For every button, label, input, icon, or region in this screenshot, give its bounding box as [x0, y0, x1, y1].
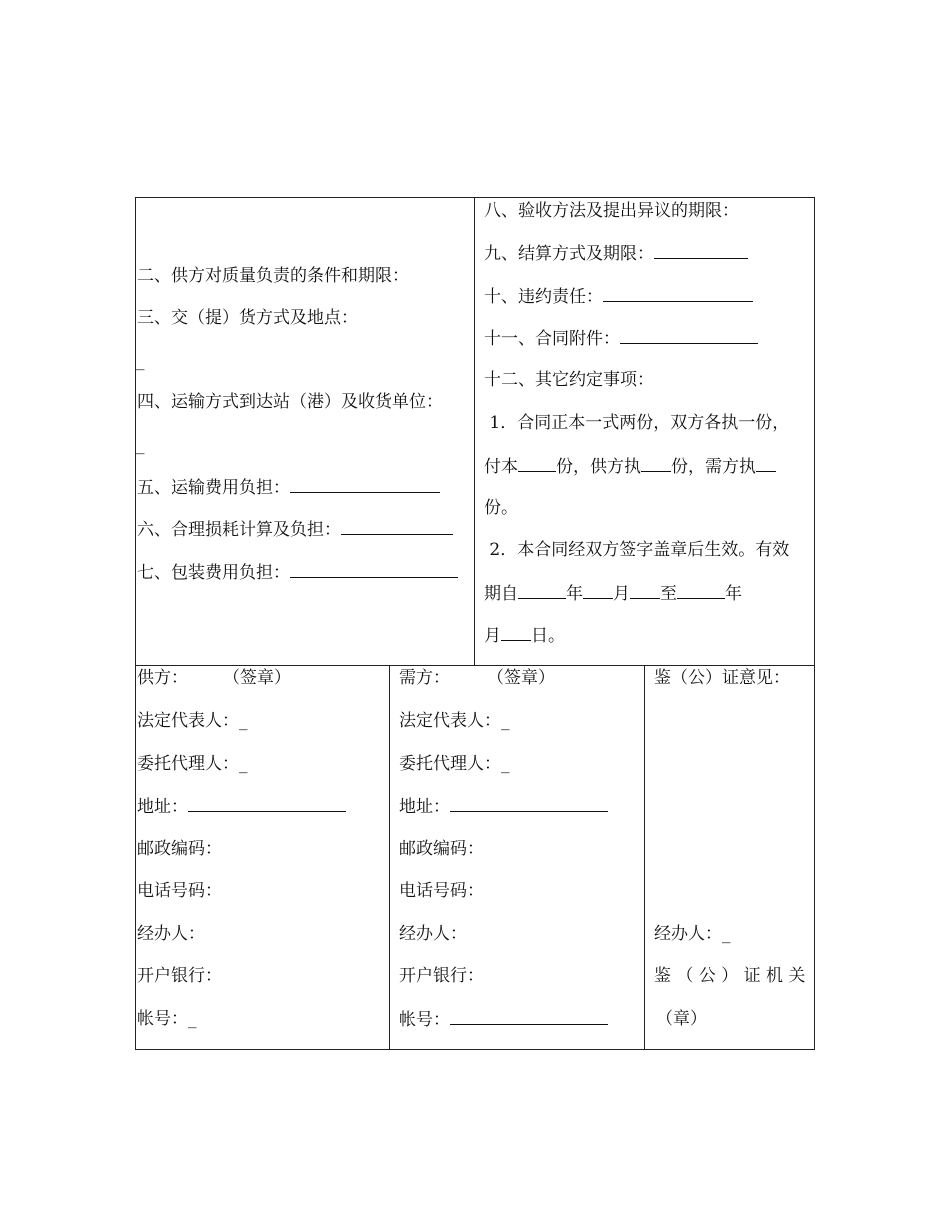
- clause-11: [484, 328, 758, 349]
- clause-6-label: 六、合理损耗计算及负担：: [137, 520, 341, 540]
- supplier-party: 供方：: [137, 668, 188, 688]
- clause-11-label: 十一、合同附件：: [484, 329, 620, 349]
- supplier-rep[interactable]: 法定代表人：_: [137, 711, 248, 731]
- buyer-seal: （签章）: [487, 668, 555, 688]
- buyer-copies-blank[interactable]: [756, 456, 776, 472]
- to-year-blank[interactable]: [677, 583, 725, 599]
- supplier-copies-blank[interactable]: [641, 456, 671, 472]
- buyer-handler: 经办人：: [399, 924, 467, 944]
- notary-seal: （章）: [656, 1009, 707, 1029]
- buyer-postcode: 邮政编码：: [399, 839, 484, 859]
- clause-5-blank[interactable]: [290, 477, 440, 493]
- clause-4: 四、运输方式到达站（港）及收货单位：: [137, 392, 443, 412]
- buyer-address: [399, 796, 608, 817]
- clause-2: 二、供方对质量负责的条件和期限：: [137, 266, 409, 286]
- clause-9: [484, 243, 748, 264]
- month-label: 月: [613, 584, 630, 604]
- clause-5: [137, 477, 440, 498]
- table-border-top: [135, 197, 815, 198]
- table-divider-bottom-1: [389, 665, 390, 1049]
- to-label: 至: [660, 584, 677, 604]
- clause-3: 三、交（提）货方式及地点：: [137, 308, 358, 328]
- buyer-account-label: 帐号：: [399, 1010, 450, 1030]
- supplier-seal: （签章）: [223, 668, 291, 688]
- clause-10-label: 十、违约责任：: [484, 287, 603, 307]
- supplier-address-blank[interactable]: [188, 796, 346, 812]
- supplier-phone: 电话号码：: [137, 881, 222, 901]
- clause-10: [484, 286, 753, 307]
- clause-12: 十二、其它约定事项：: [484, 370, 654, 390]
- clause-6: [137, 519, 453, 540]
- supplier-agent[interactable]: 委托代理人：_: [137, 754, 248, 774]
- clause-12-item-1: 1．合同正本一式两份，双方各执一份，: [484, 413, 790, 433]
- buyer-address-label: 地址：: [399, 797, 450, 817]
- clause-10-blank[interactable]: [603, 286, 753, 302]
- year-label: 年: [725, 584, 742, 604]
- buyer-account-blank[interactable]: [450, 1009, 608, 1025]
- clause-5-label: 五、运输费用负担：: [137, 478, 290, 498]
- table-divider-top: [474, 197, 475, 665]
- from-month-blank[interactable]: [583, 583, 613, 599]
- table-divider: [135, 665, 815, 666]
- notary-opinion: 鉴（公）证意见：: [654, 668, 790, 688]
- supplier-account[interactable]: 帐号：_: [137, 1009, 197, 1029]
- clause-7-label: 七、包装费用负担：: [137, 563, 290, 583]
- validity-from-label: 期自: [484, 584, 518, 604]
- to-day-blank[interactable]: [501, 625, 531, 641]
- year-label: 年: [566, 584, 583, 604]
- buyer-bank: 开户银行：: [399, 966, 484, 986]
- supplier-address: [137, 796, 346, 817]
- buyer-copies-label: 份，需方执: [671, 457, 756, 477]
- supplier-copies-label: 份，供方执: [556, 457, 641, 477]
- from-year-blank[interactable]: [518, 583, 566, 599]
- supplier-handler: 经办人：: [137, 924, 205, 944]
- copies-label: 付本: [484, 457, 518, 477]
- supplier-postcode: 邮政编码：: [137, 839, 222, 859]
- buyer-address-blank[interactable]: [450, 796, 608, 812]
- supplier-bank: 开户银行：: [137, 966, 222, 986]
- clause-6-blank[interactable]: [341, 519, 453, 535]
- table-border-bottom: [135, 1049, 815, 1050]
- clause-9-label: 九、结算方式及期限：: [484, 244, 654, 264]
- notary-handler[interactable]: 经办人：_: [654, 924, 731, 944]
- table-divider-bottom-2: [644, 665, 645, 1049]
- validity-period: [484, 583, 742, 604]
- clause-8: 八、验收方法及提出异议的期限：: [484, 201, 739, 221]
- buyer-account: [399, 1009, 608, 1030]
- clause-4-blank[interactable]: _: [136, 435, 145, 455]
- buyer-party: 需方：: [399, 668, 450, 688]
- month-label: 月: [484, 626, 501, 646]
- validity-period-end: [484, 625, 565, 646]
- clause-9-blank[interactable]: [654, 243, 748, 259]
- buyer-agent[interactable]: 委托代理人：_: [399, 754, 510, 774]
- buyer-phone: 电话号码：: [399, 881, 484, 901]
- notary-authority: 鉴 （ 公 ） 证 机 关: [654, 966, 806, 986]
- clause-11-blank[interactable]: [620, 328, 758, 344]
- day-label: 日。: [531, 626, 565, 646]
- from-day-blank[interactable]: [630, 583, 660, 599]
- clause-7: [137, 562, 458, 583]
- table-border-left: [135, 197, 136, 1050]
- table-border-right: [814, 197, 815, 1050]
- supplier-address-label: 地址：: [137, 797, 188, 817]
- clause-12-item-2: 2．本合同经双方签字盖章后生效。有效: [484, 540, 790, 560]
- clause-12-item-1-copies: [484, 456, 776, 477]
- copies-blank[interactable]: [518, 456, 556, 472]
- clause-3-blank[interactable]: _: [136, 351, 145, 371]
- clause-12-item-1-end: 份。: [484, 498, 518, 518]
- clause-7-blank[interactable]: [290, 562, 458, 578]
- buyer-rep[interactable]: 法定代表人：_: [399, 711, 510, 731]
